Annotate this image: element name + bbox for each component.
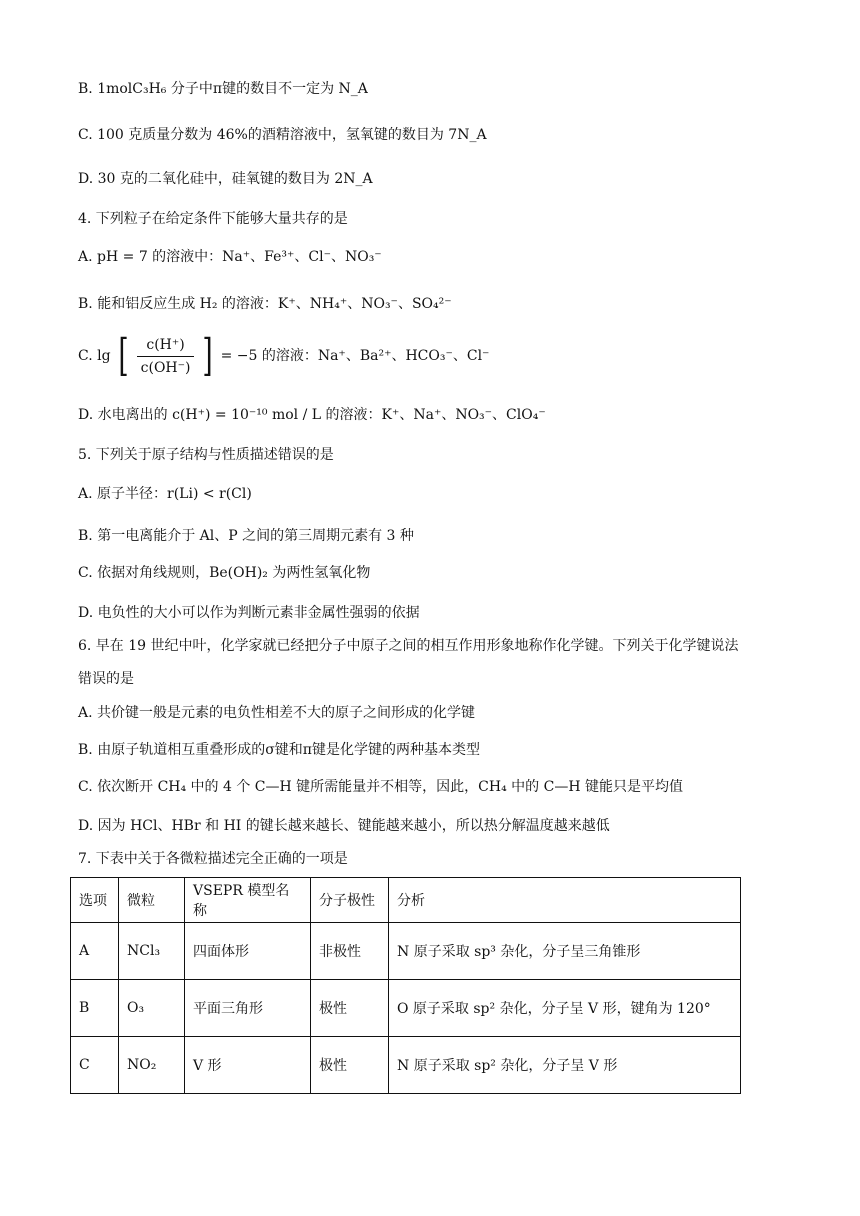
header-particle: 微粒 [119, 878, 185, 923]
header-vsepr: VSEPR 模型名称 [185, 878, 311, 923]
left-bracket: [ [118, 330, 129, 381]
fraction-numerator: c(H⁺) [137, 334, 195, 357]
question-5-stem: 5. 下列关于原子结构与性质描述错误的是 [78, 447, 334, 463]
cell-particle: O₃ [119, 980, 185, 1037]
cell-analysis: O 原子采取 sp² 杂化，分子呈 V 形，键角为 120° [389, 980, 741, 1037]
question-6-stem-line-1: 6. 早在 19 世纪中叶，化学家就已经把分子中原子之间的相互作用形象地称作化学键。下列关于化学键说法 [78, 638, 739, 654]
cell-vsepr: V 形 [185, 1037, 311, 1094]
cell-polarity: 非极性 [311, 923, 389, 980]
fraction-denominator: c(OH⁻) [140, 359, 191, 376]
cell-particle: NCl₃ [119, 923, 185, 980]
header-analysis: 分析 [389, 878, 741, 923]
question-7-stem: 7. 下表中关于各微粒描述完全正确的一项是 [78, 851, 348, 867]
question-5-option-a: A. 原子半径：r(Li) < r(Cl) [78, 486, 252, 502]
question-6-option-c: C. 依次断开 CH₄ 中的 4 个 C—H 键所需能量并不相等，因此，CH₄ 中的 C—H 键能只是平均值 [78, 779, 683, 795]
question-3-option-d: D. 30 克的二氧化硅中，硅氧键的数目为 2N_A [78, 171, 373, 187]
question-3-option-c: C. 100 克质量分数为 46%的酒精溶液中，氢氧键的数目为 7N_A [78, 127, 487, 143]
cell-analysis: N 原子采取 sp³ 杂化，分子呈三角锥形 [389, 923, 741, 980]
cell-vsepr: 平面三角形 [185, 980, 311, 1037]
header-option: 选项 [71, 878, 119, 923]
question-4-option-c [78, 330, 489, 382]
question-5-option-d: D. 电负性的大小可以作为判断元素非金属性强弱的依据 [78, 605, 420, 621]
question-4-option-d: D. 水电离出的 c(H⁺) = 10⁻¹⁰ mol / L 的溶液：K⁺、Na⁺、NO₃⁻、ClO₄⁻ [78, 407, 546, 423]
question-4-option-b: B. 能和铝反应生成 H₂ 的溶液：K⁺、NH₄⁺、NO₃⁻、SO₄²⁻ [78, 296, 452, 312]
cell-option: B [71, 980, 119, 1037]
right-bracket: ] [202, 330, 213, 381]
concentration-fraction [137, 334, 195, 379]
question-5-option-b: B. 第一电离能介于 Al、P 之间的第三周期元素有 3 种 [78, 528, 414, 544]
question-4-option-a: A. pH = 7 的溶液中：Na⁺、Fe³⁺、Cl⁻、NO₃⁻ [78, 249, 382, 265]
table-header-row [71, 878, 741, 923]
table-row [71, 1037, 741, 1094]
particle-description-table [70, 877, 741, 1094]
question-3-option-b: B. 1molC₃H₆ 分子中π键的数目不一定为 N_A [78, 81, 368, 97]
cell-vsepr: 四面体形 [185, 923, 311, 980]
cell-option: A [71, 923, 119, 980]
table-row [71, 980, 741, 1037]
cell-polarity: 极性 [311, 980, 389, 1037]
option-c-suffix: = −5 的溶液：Na⁺、Ba²⁺、HCO₃⁻、Cl⁻ [220, 348, 490, 364]
cell-option: C [71, 1037, 119, 1094]
question-6-stem-line-2: 错误的是 [78, 671, 134, 687]
cell-analysis: N 原子采取 sp² 杂化，分子呈 V 形 [389, 1037, 741, 1094]
table-row [71, 923, 741, 980]
option-c-prefix: C. lg [78, 348, 111, 364]
question-6-option-b: B. 由原子轨道相互重叠形成的σ键和π键是化学键的两种基本类型 [78, 742, 480, 758]
question-4-stem: 4. 下列粒子在给定条件下能够大量共存的是 [78, 211, 348, 227]
header-polarity: 分子极性 [311, 878, 389, 923]
question-5-option-c: C. 依据对角线规则，Be(OH)₂ 为两性氢氧化物 [78, 565, 371, 581]
question-6-option-d: D. 因为 HCl、HBr 和 HI 的键长越来越长、键能越来越小，所以热分解温度越来越低 [78, 818, 610, 834]
cell-particle: NO₂ [119, 1037, 185, 1094]
cell-polarity: 极性 [311, 1037, 389, 1094]
question-6-option-a: A. 共价键一般是元素的电负性相差不大的原子之间形成的化学键 [78, 705, 476, 721]
